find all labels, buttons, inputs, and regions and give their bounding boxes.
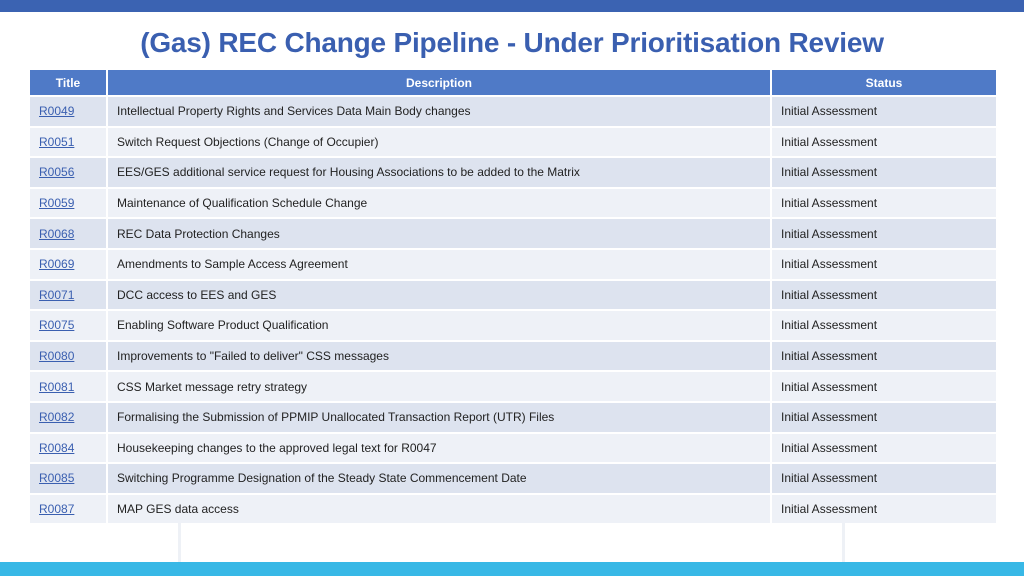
change-id-cell: [30, 97, 106, 126]
description-cell: CSS Market message retry strategy: [108, 372, 770, 401]
change-id-cell: [30, 311, 106, 340]
status-cell: Initial Assessment: [772, 434, 996, 463]
bottom-accent-bar: [0, 562, 1024, 576]
status-cell: Initial Assessment: [772, 342, 996, 371]
change-id-cell: [30, 189, 106, 218]
change-id-cell: [30, 250, 106, 279]
description-cell: REC Data Protection Changes: [108, 219, 770, 248]
table-row: [30, 342, 996, 371]
background-decoration: [178, 520, 181, 562]
table-row: [30, 158, 996, 187]
change-id-cell: [30, 342, 106, 371]
change-id-link[interactable]: R0080: [39, 349, 75, 364]
status-cell: Initial Assessment: [772, 403, 996, 432]
column-header-title: Title: [30, 70, 106, 95]
background-decoration: [842, 520, 845, 562]
status-cell: Initial Assessment: [772, 97, 996, 126]
change-id-link[interactable]: R0071: [39, 287, 75, 302]
table-row: [30, 128, 996, 157]
change-id-cell: [30, 219, 106, 248]
change-id-link[interactable]: R0085: [39, 471, 75, 486]
change-id-link[interactable]: R0051: [39, 134, 75, 149]
change-id-link[interactable]: R0068: [39, 226, 75, 241]
description-cell: Intellectual Property Rights and Services Data Main Body changes: [108, 97, 770, 126]
change-pipeline-table: [28, 68, 998, 525]
change-id-link[interactable]: R0084: [39, 440, 75, 455]
change-id-link[interactable]: R0049: [39, 104, 75, 119]
change-id-link[interactable]: R0069: [39, 257, 75, 272]
status-cell: Initial Assessment: [772, 158, 996, 187]
change-id-link[interactable]: R0075: [39, 318, 75, 333]
description-cell: Maintenance of Qualification Schedule Change: [108, 189, 770, 218]
page-title: (Gas) REC Change Pipeline - Under Prioritisation Review: [140, 27, 884, 58]
column-header-description: Description: [108, 70, 770, 95]
column-header-status: Status: [772, 70, 996, 95]
change-id-cell: [30, 281, 106, 310]
status-cell: Initial Assessment: [772, 311, 996, 340]
description-cell: Improvements to "Failed to deliver" CSS messages: [108, 342, 770, 371]
description-cell: Amendments to Sample Access Agreement: [108, 250, 770, 279]
change-id-cell: [30, 372, 106, 401]
table-row: [30, 281, 996, 310]
status-cell: Initial Assessment: [772, 128, 996, 157]
table-header-row: [30, 70, 996, 95]
description-cell: DCC access to EES and GES: [108, 281, 770, 310]
table-row: [30, 372, 996, 401]
description-cell: EES/GES additional service request for Housing Associations to be added to the Matrix: [108, 158, 770, 187]
status-cell: Initial Assessment: [772, 219, 996, 248]
status-cell: Initial Assessment: [772, 250, 996, 279]
table-row: [30, 434, 996, 463]
change-id-cell: [30, 403, 106, 432]
table-row: [30, 495, 996, 524]
change-id-cell: [30, 158, 106, 187]
top-accent-bar: [0, 0, 1024, 12]
description-cell: Housekeeping changes to the approved legal text for R0047: [108, 434, 770, 463]
status-cell: Initial Assessment: [772, 464, 996, 493]
table-row: [30, 464, 996, 493]
table-row: [30, 189, 996, 218]
table-body: [30, 97, 996, 523]
change-id-cell: [30, 434, 106, 463]
description-cell: Switch Request Objections (Change of Occupier): [108, 128, 770, 157]
description-cell: Formalising the Submission of PPMIP Unallocated Transaction Report (UTR) Files: [108, 403, 770, 432]
description-cell: Enabling Software Product Qualification: [108, 311, 770, 340]
table-row: [30, 97, 996, 126]
change-id-cell: [30, 495, 106, 524]
table-row: [30, 311, 996, 340]
change-id-link[interactable]: R0087: [39, 502, 75, 517]
status-cell: Initial Assessment: [772, 281, 996, 310]
status-cell: Initial Assessment: [772, 189, 996, 218]
change-id-link[interactable]: R0056: [39, 165, 75, 180]
change-id-link[interactable]: R0081: [39, 379, 75, 394]
table-row: [30, 403, 996, 432]
table-row: [30, 250, 996, 279]
description-cell: Switching Programme Designation of the Steady State Commencement Date: [108, 464, 770, 493]
change-id-link[interactable]: R0082: [39, 410, 75, 425]
status-cell: Initial Assessment: [772, 495, 996, 524]
change-id-link[interactable]: R0059: [39, 196, 75, 211]
status-cell: Initial Assessment: [772, 372, 996, 401]
change-id-cell: [30, 464, 106, 493]
table-row: [30, 219, 996, 248]
change-id-cell: [30, 128, 106, 157]
description-cell: MAP GES data access: [108, 495, 770, 524]
